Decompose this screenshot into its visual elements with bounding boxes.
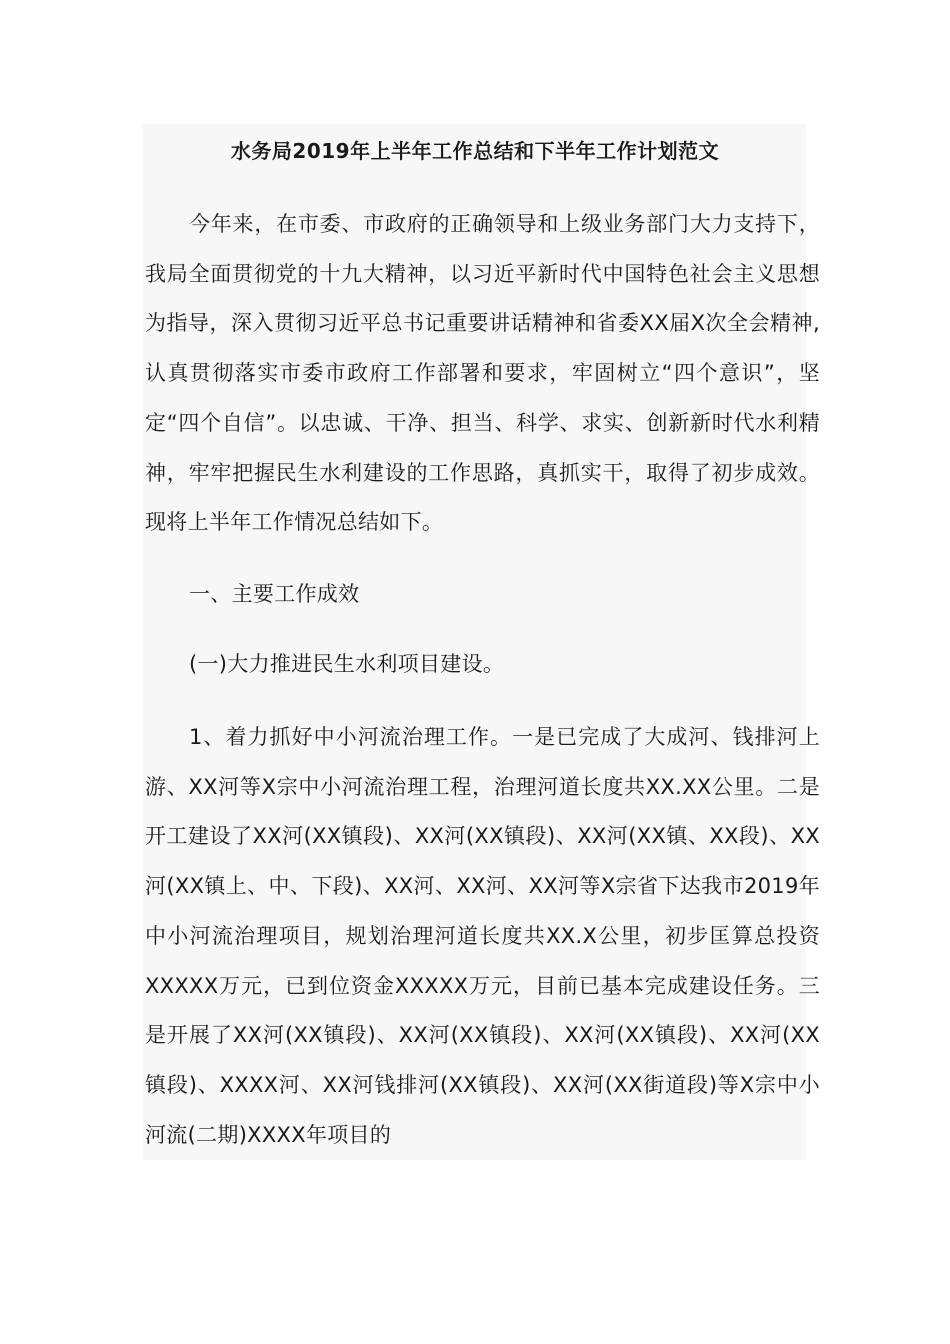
section-heading: 一、主要工作成效 xyxy=(189,582,360,606)
subsection-heading: (一)大力推进民生水利项目建设。 xyxy=(189,652,505,676)
intro-paragraph: 今年来，在市委、市政府的正确领导和上级业务部门大力支持下，我局全面贯彻党的十九大精神，以习近平新时代中国特色社会主义思想为指导，深入贯彻习近平总书记重要讲话精神和省委XX届X次全会精神,认真贯彻落实市委市政府工作部署和要求，牢固树立“四个意识”，坚定“四个自信”。以忠诚、干净、担当、科学、求实、创新新时代水利精神，牢牢把握民生水利建设的工作思路，真抓实干，取得了初步成效。现将上半年工作情况总结如下。 xyxy=(145,212,820,535)
item-paragraph: 1、着力抓好中小河流治理工作。一是已完成了大成河、钱排河上游、XX河等X宗中小河流治理工程，治理河道长度共XX.XX公里。二是开工建设了XX河(XX镇段)、XX河(XX镇段)、XX河(XX镇、XX段)、XX河(XX镇上、中、下段)、XX河、XX河、XX河等X宗省下达我市2019年中小河流治理项目，规划治理河道长度共XX.X公里，初步匡算总投资XXXXX万元，已到位资金XXXXX万元，目前已基本完成建设任务。三是开展了XX河(XX镇段)、XX河(XX镇段)、XX河(XX镇段)、XX河(XX镇段)、XXXX河、XX河钱排河(XX镇段)、XX河(XX街道段)等X宗中小河流(二期)XXXX年项目的 xyxy=(145,725,820,1147)
document-title: 水务局2019年上半年工作总结和下半年工作计划范文 xyxy=(230,139,720,163)
